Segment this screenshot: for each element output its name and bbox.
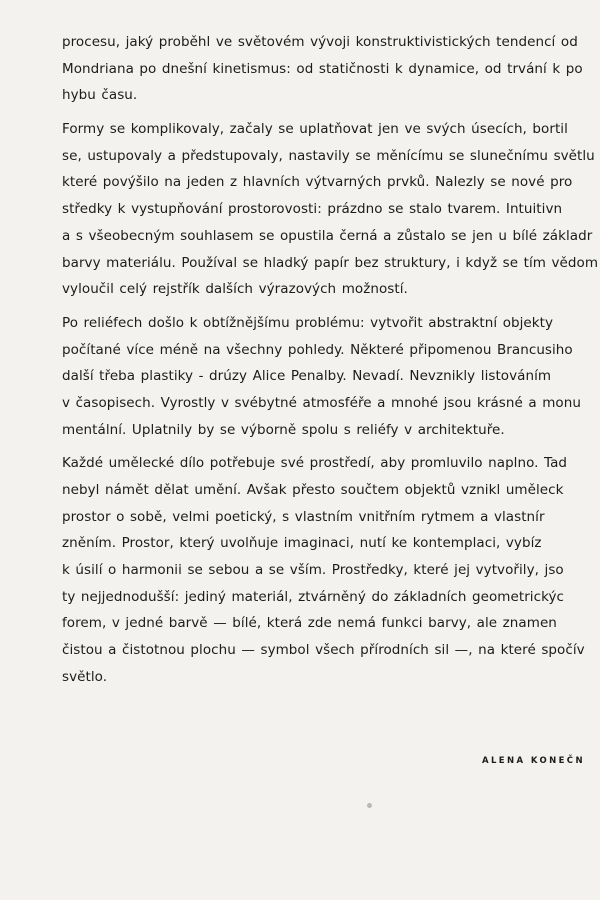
text-line: se, ustupovaly a předstupovaly, nastavily se měnícímu se slunečnímu světlu <box>62 147 595 164</box>
text-line: a s všeobecným souhlasem se opustila černá a zůstalo se jen u bílé základr <box>62 227 593 244</box>
text-line: středky k vystupňování prostorovosti: prázdno se stalo tvarem. Intuitivn <box>62 201 563 218</box>
text-line: další třeba plastiky - drúzy Alice Penalby. Nevadí. Nevznikly listováním <box>62 368 552 385</box>
text-line: prostor o sobě, velmi poetický, s vlastním vnitřním rytmem a vlastnír <box>62 508 545 525</box>
text-line: Formy se komplikovaly, začaly se uplatňovat jen ve svých úsecích, bortil <box>62 121 568 138</box>
text-line: mentální. Uplatnily by se výborně spolu s reliéfy v architektuře. <box>62 421 505 438</box>
text-line: světlo. <box>62 668 108 685</box>
text-line: čistou a čistotnou plochu — symbol všech přírodních sil —, na které spočív <box>62 642 585 659</box>
paragraph-2 <box>62 116 600 303</box>
text-line: vyloučil celý rejstřík dalších výrazových možností. <box>62 281 408 298</box>
paragraph-4 <box>62 450 600 690</box>
text-line: počítané více méně na všechny pohledy. Některé připomenou Brancusiho <box>62 341 573 358</box>
text-line: Po reliéfech došlo k obtížnějšímu problému: vytvořit abstraktní objekty <box>62 314 554 331</box>
paper-speck <box>367 803 372 808</box>
paragraph-3 <box>62 310 600 443</box>
text-line: forem, v jedné barvě — bílé, která zde nemá funkci barvy, ale znamen <box>62 615 557 632</box>
paragraph-1 <box>62 29 600 109</box>
text-line: nebyl námět dělat umění. Avšak přesto součtem objektů vznikl uměleck <box>62 482 564 498</box>
author-signature: ALENA KONEČN <box>482 756 585 766</box>
text-line: barvy materiálu. Používal se hladký papír bez struktury, i když se tím vědom <box>62 254 599 271</box>
body-text <box>62 29 600 691</box>
text-line: zněním. Prostor, který uvolňuje imaginaci, nutí ke kontemplaci, vybíz <box>62 535 542 552</box>
text-line: procesu, jaký proběhl ve světovém vývoji konstruktivistických tendencí od <box>62 34 578 50</box>
text-line: k úsilí o harmonii se sebou a se vším. Prostředky, které jej vytvořily, jso <box>62 562 564 579</box>
text-line: ty nejjednodušší: jediný materiál, ztvárněný do základních geometrickýc <box>62 588 564 605</box>
text-line: které povýšilo na jeden z hlavních výtvarných prvků. Nalezly se nové pro <box>62 174 573 191</box>
text-line: Každé umělecké dílo potřebuje své prostředí, aby promluvilo naplno. Tad <box>62 455 568 472</box>
text-line: v časopisech. Vyrostly v svébytné atmosféře a mnohé jsou krásné a monu <box>62 394 581 411</box>
text-line: Mondriana po dnešní kinetismus: od statičnosti k dynamice, od trvání k po <box>62 60 583 77</box>
text-line: hybu času. <box>62 87 138 104</box>
